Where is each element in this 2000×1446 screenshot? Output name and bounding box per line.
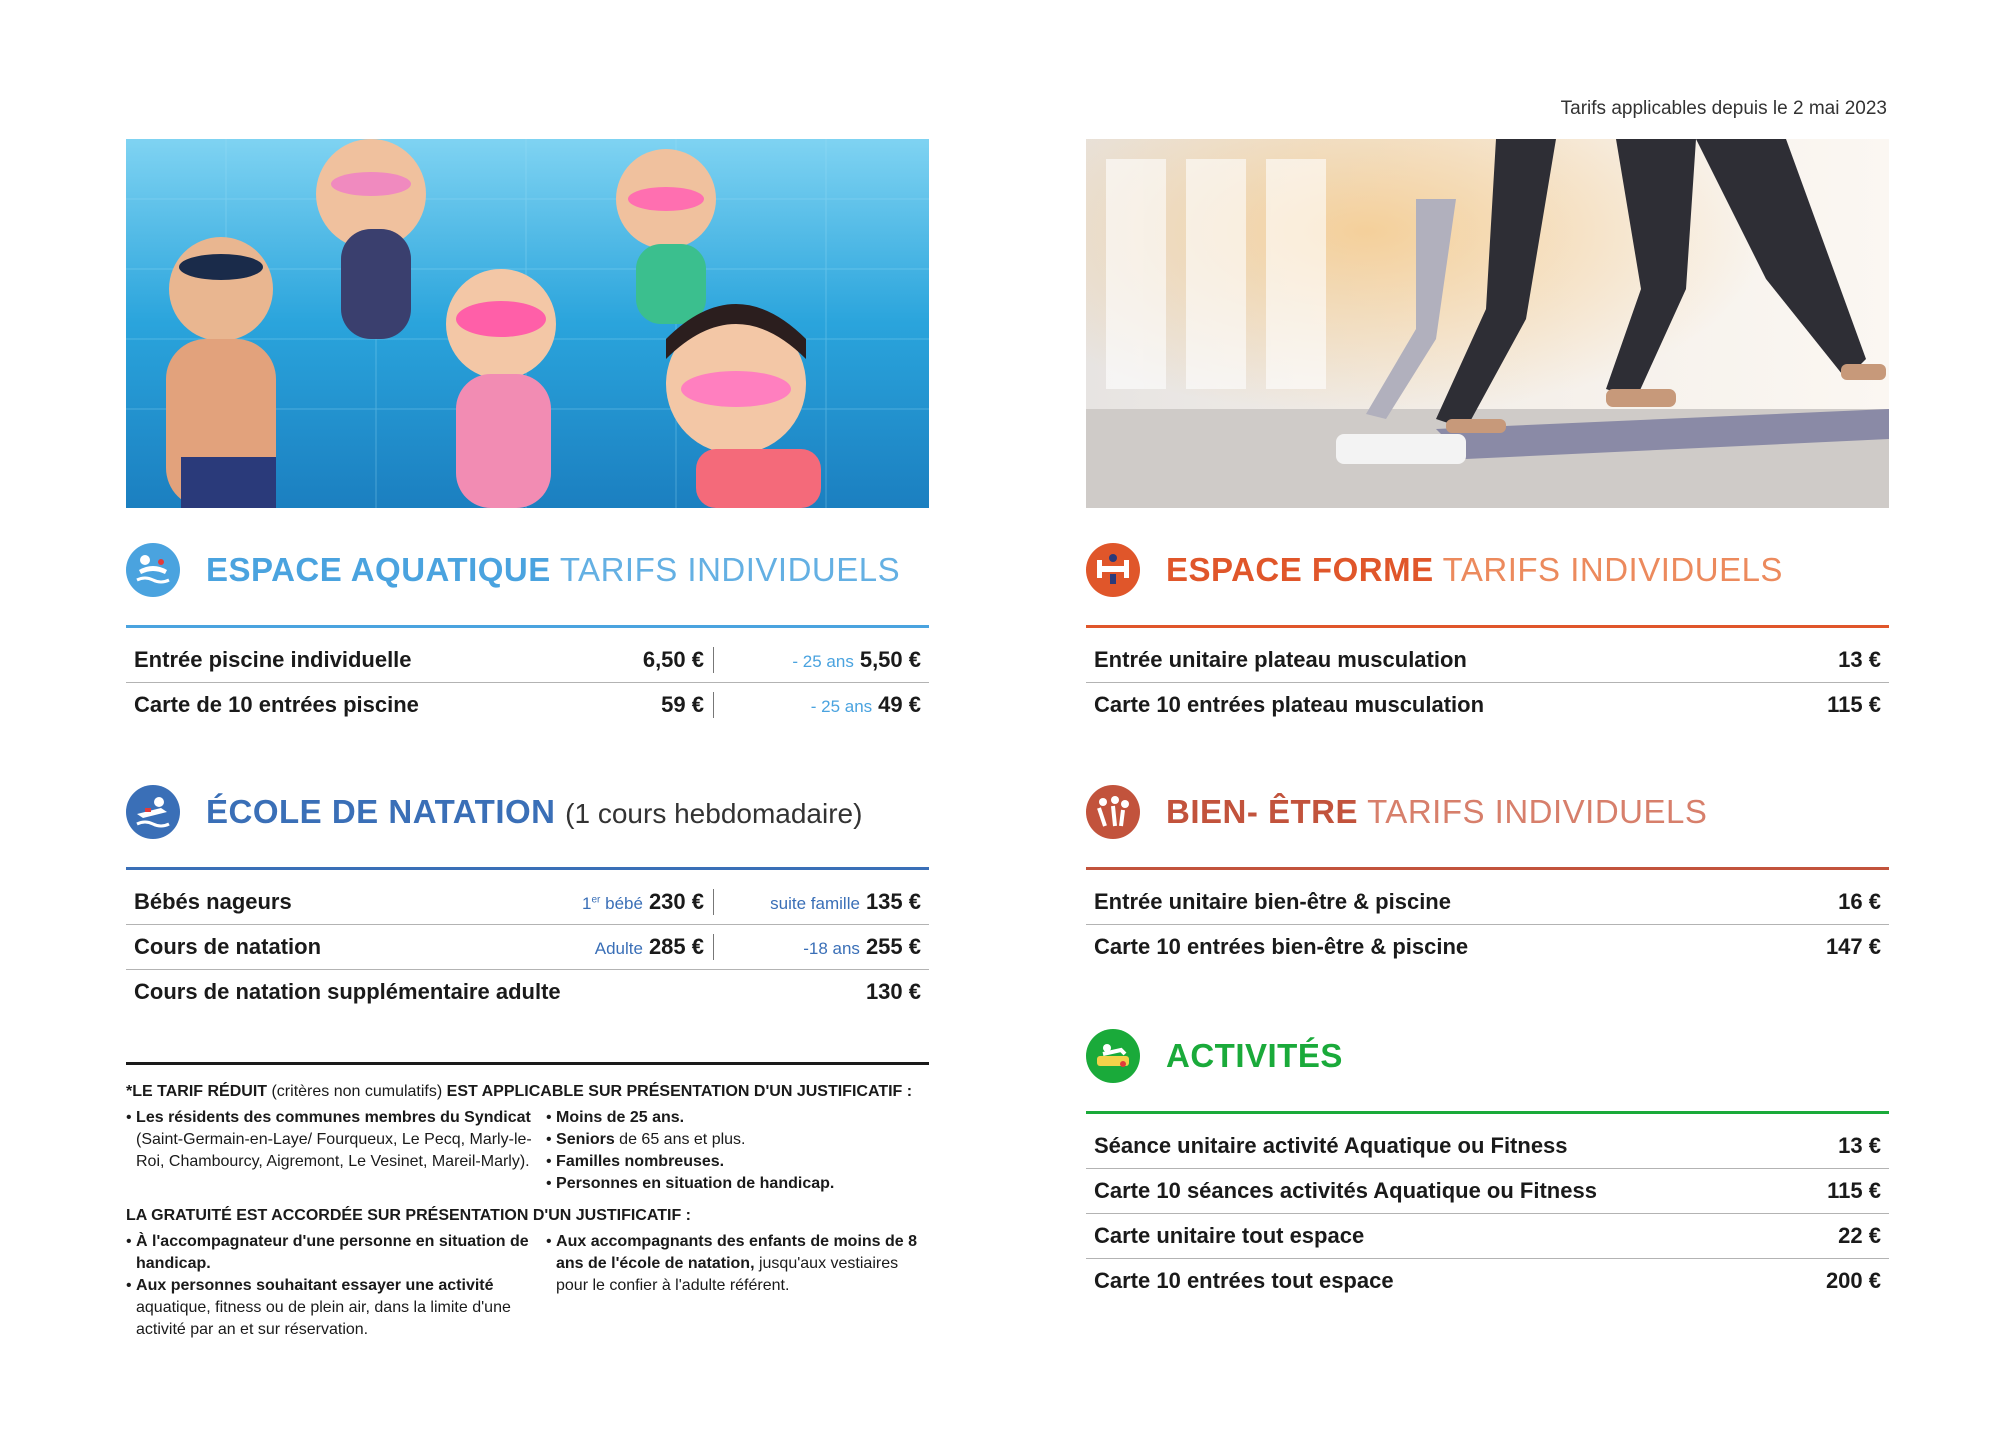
- row-price: 115 €: [1827, 692, 1881, 717]
- reduced-value: 255 €: [865, 934, 921, 959]
- note-item: • Aux accompagnants des enfants de moins de 8 ans de l'école de natation, jusqu'aux vestiaires pour le confier à l'adulte référent.: [546, 1233, 918, 1294]
- table-row: [1086, 1124, 1889, 1169]
- activites-section: [1086, 1025, 1889, 1303]
- table-row: [126, 683, 929, 727]
- children-underwater-photo: [126, 139, 929, 508]
- row-price: 22 €: [1838, 1223, 1881, 1248]
- forme-section: [1086, 539, 1889, 727]
- forme-title-strong: ESPACE FORME: [1166, 551, 1434, 588]
- natation-title-paren: (1 cours hebdomadaire): [565, 798, 863, 829]
- row-label: Carte 10 entrées bien-être & piscine: [1094, 934, 1469, 959]
- swimmer-icon: [126, 543, 180, 597]
- table-row: [126, 638, 929, 683]
- row-price-value: 230 €: [648, 889, 704, 914]
- price-separator: [713, 647, 714, 673]
- notes-block: [126, 1062, 929, 1341]
- table-row: [1086, 1214, 1889, 1259]
- note-item: • Moins de 25 ans.: [546, 1109, 685, 1126]
- row-label: Carte unitaire tout espace: [1094, 1223, 1365, 1248]
- gratuite-col2: [546, 1231, 929, 1341]
- first-baby-rest: bébé: [600, 894, 643, 913]
- gratuite-title: LA GRATUITÉ EST ACCORDÉE SUR PRÉSENTATION D'UN JUSTIFICATIF :: [126, 1207, 691, 1224]
- reduced-value: 5,50 €: [859, 647, 921, 672]
- wellness-icon: [1086, 785, 1140, 839]
- table-row: [1086, 925, 1889, 969]
- row-price: 115 €: [1827, 1178, 1881, 1203]
- reduced-value: 135 €: [865, 889, 921, 914]
- natation-heading: [126, 781, 929, 845]
- reduit-col1: [126, 1107, 546, 1195]
- table-row: [126, 925, 929, 970]
- fitness-icon: [1086, 543, 1140, 597]
- forme-title-light: TARIFS INDIVIDUELS: [1442, 551, 1783, 588]
- row-price: 13 €: [1838, 1133, 1881, 1158]
- row-price: [582, 889, 704, 915]
- natation-section: [126, 781, 929, 1014]
- natation-rule: [126, 867, 929, 870]
- aquatique-rule: [126, 625, 929, 628]
- reduced-label: suite famille: [770, 894, 860, 913]
- aquatique-title-strong: ESPACE AQUATIQUE: [206, 551, 551, 588]
- activites-title-strong: ACTIVITÉS: [1166, 1037, 1343, 1074]
- row-price: 130 €: [865, 979, 921, 1004]
- first-baby-sup: er: [591, 894, 601, 906]
- aquatique-title-light: TARIFS INDIVIDUELS: [559, 551, 901, 588]
- row-price: [595, 934, 704, 960]
- notes-rule: [126, 1062, 929, 1065]
- table-row: [1086, 683, 1889, 727]
- row-label: Bébés nageurs: [134, 889, 292, 914]
- activities-icon: [1086, 1029, 1140, 1083]
- row-label: Séance unitaire activité Aquatique ou Fitness: [1094, 1133, 1568, 1158]
- first-baby-label: 1: [582, 894, 592, 913]
- bienetre-title-light: TARIFS INDIVIDUELS: [1367, 793, 1708, 830]
- swimming-lesson-icon: [126, 785, 180, 839]
- row-label: Cours de natation supplémentaire adulte: [134, 979, 561, 1004]
- row-reduced-price: [792, 647, 921, 673]
- row-price: 13 €: [1838, 647, 1881, 672]
- natation-title-strong: ÉCOLE DE NATATION: [206, 793, 556, 830]
- row-reduced-price: [811, 692, 921, 718]
- row-label: Carte 10 entrées tout espace: [1094, 1268, 1394, 1293]
- reduced-value: 49 €: [878, 692, 921, 717]
- date-note: Tarifs applicables depuis le 2 mai 2023: [1560, 98, 1887, 119]
- note-item: • À l'accompagnateur d'une personne en situation de handicap.: [126, 1233, 529, 1272]
- activites-heading: [1086, 1025, 1889, 1089]
- row-label: Cours de natation: [134, 934, 322, 959]
- row-price: 6,50 €: [642, 647, 704, 672]
- note-item: • Les résidents des communes membres du Syndicat (Saint-Germain-en-Laye/ Fourqueux, Le Pecq, Marly-le-Roi, Chambourcy, Aigremont, Le Vesinet, Mareil-Marly).: [126, 1109, 532, 1170]
- row-price-value: 285 €: [648, 934, 704, 959]
- forme-rule: [1086, 625, 1889, 628]
- table-row: [126, 970, 929, 1014]
- yoga-class-photo: [1086, 139, 1889, 508]
- row-price: 16 €: [1838, 889, 1881, 914]
- forme-heading: [1086, 539, 1889, 603]
- note-item: • Personnes en situation de handicap.: [546, 1175, 835, 1192]
- bienetre-rule: [1086, 867, 1889, 870]
- price-separator: [713, 692, 714, 718]
- table-row: [1086, 1169, 1889, 1214]
- row-label: Carte 10 séances activités Aquatique ou Fitness: [1094, 1178, 1597, 1203]
- table-row: [126, 880, 929, 925]
- row-price: 200 €: [1825, 1268, 1881, 1293]
- row-label: Carte de 10 entrées piscine: [134, 692, 419, 717]
- aquatique-section: [126, 539, 929, 727]
- reduit-title: *LE TARIF RÉDUIT (critères non cumulatifs) EST APPLICABLE SUR PRÉSENTATION D'UN JUSTIFICATIF :: [126, 1083, 913, 1100]
- bienetre-heading: [1086, 781, 1889, 845]
- reduced-label: - 25 ans: [810, 697, 873, 716]
- note-item: • Seniors de 65 ans et plus.: [546, 1131, 746, 1148]
- reduced-label: -18 ans: [803, 939, 860, 958]
- note-item: • Aux personnes souhaitant essayer une activité aquatique, fitness ou de plein air, dans la limite d'une activité par an et sur réservation.: [126, 1277, 511, 1338]
- row-label: Entrée unitaire plateau musculation: [1094, 647, 1467, 672]
- aquatique-heading: [126, 539, 929, 603]
- row-price: 59 €: [661, 692, 704, 717]
- table-row: [1086, 880, 1889, 925]
- reduit-col2: [546, 1107, 929, 1195]
- reduced-label: - 25 ans: [792, 652, 854, 671]
- row-label: Entrée unitaire bien-être & piscine: [1094, 889, 1451, 914]
- adult-label: Adulte: [594, 939, 643, 958]
- table-row: [1086, 638, 1889, 683]
- bienetre-title-strong: BIEN- ÊTRE: [1166, 793, 1359, 830]
- row-label: Entrée piscine individuelle: [134, 647, 412, 672]
- price-separator: [713, 934, 714, 960]
- row-label: Carte 10 entrées plateau musculation: [1094, 692, 1485, 717]
- activites-rule: [1086, 1111, 1889, 1114]
- row-reduced-price: [770, 889, 921, 915]
- note-item: • Familles nombreuses.: [546, 1153, 725, 1170]
- row-price: 147 €: [1825, 934, 1881, 959]
- bienetre-section: [1086, 781, 1889, 969]
- row-reduced-price: [803, 934, 921, 960]
- gratuite-col1: [126, 1231, 546, 1341]
- price-separator: [713, 889, 714, 915]
- table-row: [1086, 1259, 1889, 1303]
